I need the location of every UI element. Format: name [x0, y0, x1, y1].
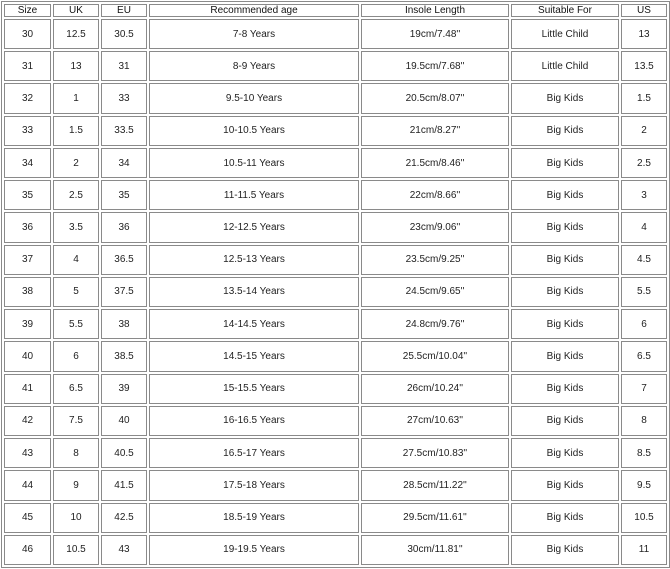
cell-eu: 42.5: [101, 503, 147, 533]
cell-us: 5.5: [621, 277, 667, 307]
cell-eu: 31: [101, 51, 147, 81]
cell-size: 38: [4, 277, 51, 307]
cell-suitable-for: Big Kids: [511, 116, 619, 146]
table-row: [4, 309, 667, 339]
cell-size: 41: [4, 374, 51, 404]
table-row: [4, 212, 667, 242]
cell-recommended-age: 16-16.5 Years: [149, 406, 359, 436]
cell-us: 1.5: [621, 83, 667, 113]
cell-size: 32: [4, 83, 51, 113]
cell-size: 40: [4, 341, 51, 371]
cell-recommended-age: 9.5-10 Years: [149, 83, 359, 113]
header-uk: UK: [53, 4, 99, 17]
size-chart: [1, 1, 654, 568]
cell-size: 34: [4, 148, 51, 178]
cell-insole-length: 28.5cm/11.22'': [361, 470, 509, 500]
cell-eu: 36: [101, 212, 147, 242]
cell-suitable-for: Big Kids: [511, 212, 619, 242]
cell-us: 10.5: [621, 503, 667, 533]
cell-uk: 1: [53, 83, 99, 113]
header-recommended-age: Recommended age: [149, 4, 359, 17]
cell-recommended-age: 16.5-17 Years: [149, 438, 359, 468]
cell-uk: 12.5: [53, 19, 99, 49]
table-row: [4, 180, 667, 210]
cell-uk: 6.5: [53, 374, 99, 404]
cell-uk: 10: [53, 503, 99, 533]
cell-suitable-for: Big Kids: [511, 470, 619, 500]
header-us: US: [621, 4, 667, 17]
cell-recommended-age: 13.5-14 Years: [149, 277, 359, 307]
table-row: [4, 503, 667, 533]
cell-suitable-for: Big Kids: [511, 535, 619, 565]
cell-eu: 40.5: [101, 438, 147, 468]
cell-size: 35: [4, 180, 51, 210]
table-row: [4, 277, 667, 307]
cell-suitable-for: Big Kids: [511, 277, 619, 307]
table-row: [4, 148, 667, 178]
cell-us: 2.5: [621, 148, 667, 178]
cell-suitable-for: Big Kids: [511, 148, 619, 178]
cell-insole-length: 21.5cm/8.46'': [361, 148, 509, 178]
cell-eu: 41.5: [101, 470, 147, 500]
cell-size: 44: [4, 470, 51, 500]
cell-size: 45: [4, 503, 51, 533]
table-row: [4, 19, 667, 49]
cell-uk: 2: [53, 148, 99, 178]
table-row: [4, 51, 667, 81]
header-row: [4, 4, 667, 17]
table-row: [4, 341, 667, 371]
cell-uk: 8: [53, 438, 99, 468]
cell-recommended-age: 8-9 Years: [149, 51, 359, 81]
cell-suitable-for: Big Kids: [511, 406, 619, 436]
cell-suitable-for: Little Child: [511, 51, 619, 81]
cell-suitable-for: Little Child: [511, 19, 619, 49]
cell-suitable-for: Big Kids: [511, 83, 619, 113]
table-row: [4, 470, 667, 500]
cell-recommended-age: 10.5-11 Years: [149, 148, 359, 178]
cell-insole-length: 22cm/8.66'': [361, 180, 509, 210]
cell-uk: 6: [53, 341, 99, 371]
cell-insole-length: 20.5cm/8.07'': [361, 83, 509, 113]
cell-uk: 1.5: [53, 116, 99, 146]
cell-suitable-for: Big Kids: [511, 374, 619, 404]
cell-insole-length: 21cm/8.27'': [361, 116, 509, 146]
cell-recommended-age: 14-14.5 Years: [149, 309, 359, 339]
cell-insole-length: 24.8cm/9.76'': [361, 309, 509, 339]
cell-us: 3: [621, 180, 667, 210]
cell-suitable-for: Big Kids: [511, 180, 619, 210]
cell-uk: 10.5: [53, 535, 99, 565]
table-row: [4, 116, 667, 146]
cell-recommended-age: 11-11.5 Years: [149, 180, 359, 210]
header-size: Size: [4, 4, 51, 17]
cell-eu: 33: [101, 83, 147, 113]
cell-suitable-for: Big Kids: [511, 438, 619, 468]
cell-insole-length: 30cm/11.81'': [361, 535, 509, 565]
cell-recommended-age: 7-8 Years: [149, 19, 359, 49]
table-row: [4, 245, 667, 275]
cell-us: 4: [621, 212, 667, 242]
cell-us: 13.5: [621, 51, 667, 81]
cell-uk: 3.5: [53, 212, 99, 242]
cell-uk: 2.5: [53, 180, 99, 210]
cell-us: 6: [621, 309, 667, 339]
cell-suitable-for: Big Kids: [511, 309, 619, 339]
cell-suitable-for: Big Kids: [511, 341, 619, 371]
cell-insole-length: 27cm/10.63'': [361, 406, 509, 436]
cell-suitable-for: Big Kids: [511, 503, 619, 533]
cell-uk: 4: [53, 245, 99, 275]
cell-recommended-age: 10-10.5 Years: [149, 116, 359, 146]
table-row: [4, 406, 667, 436]
table-row: [4, 374, 667, 404]
header-insole-length: Insole Length: [361, 4, 509, 17]
cell-uk: 5: [53, 277, 99, 307]
table-row: [4, 535, 667, 565]
cell-insole-length: 24.5cm/9.65'': [361, 277, 509, 307]
cell-us: 7: [621, 374, 667, 404]
cell-recommended-age: 17.5-18 Years: [149, 470, 359, 500]
cell-recommended-age: 12-12.5 Years: [149, 212, 359, 242]
cell-size: 31: [4, 51, 51, 81]
cell-size: 39: [4, 309, 51, 339]
cell-eu: 38.5: [101, 341, 147, 371]
cell-us: 9.5: [621, 470, 667, 500]
cell-size: 36: [4, 212, 51, 242]
cell-recommended-age: 18.5-19 Years: [149, 503, 359, 533]
cell-us: 13: [621, 19, 667, 49]
cell-eu: 38: [101, 309, 147, 339]
cell-size: 43: [4, 438, 51, 468]
cell-eu: 37.5: [101, 277, 147, 307]
header-suitable-for: Suitable For: [511, 4, 619, 17]
cell-eu: 33.5: [101, 116, 147, 146]
cell-eu: 35: [101, 180, 147, 210]
cell-insole-length: 19cm/7.48'': [361, 19, 509, 49]
cell-uk: 9: [53, 470, 99, 500]
cell-uk: 7.5: [53, 406, 99, 436]
cell-uk: 13: [53, 51, 99, 81]
cell-insole-length: 25.5cm/10.04'': [361, 341, 509, 371]
cell-us: 8: [621, 406, 667, 436]
cell-eu: 43: [101, 535, 147, 565]
cell-us: 4.5: [621, 245, 667, 275]
cell-us: 2: [621, 116, 667, 146]
cell-size: 46: [4, 535, 51, 565]
cell-recommended-age: 14.5-15 Years: [149, 341, 359, 371]
cell-size: 37: [4, 245, 51, 275]
cell-insole-length: 19.5cm/7.68'': [361, 51, 509, 81]
cell-suitable-for: Big Kids: [511, 245, 619, 275]
cell-uk: 5.5: [53, 309, 99, 339]
cell-insole-length: 29.5cm/11.61'': [361, 503, 509, 533]
cell-size: 33: [4, 116, 51, 146]
cell-insole-length: 27.5cm/10.83'': [361, 438, 509, 468]
cell-insole-length: 26cm/10.24'': [361, 374, 509, 404]
cell-recommended-age: 12.5-13 Years: [149, 245, 359, 275]
cell-us: 6.5: [621, 341, 667, 371]
cell-recommended-age: 15-15.5 Years: [149, 374, 359, 404]
cell-us: 8.5: [621, 438, 667, 468]
cell-insole-length: 23.5cm/9.25'': [361, 245, 509, 275]
table-body: [4, 19, 667, 565]
size-chart-table: [1, 1, 670, 568]
header-eu: EU: [101, 4, 147, 17]
cell-eu: 36.5: [101, 245, 147, 275]
cell-eu: 39: [101, 374, 147, 404]
table-row: [4, 438, 667, 468]
cell-recommended-age: 19-19.5 Years: [149, 535, 359, 565]
cell-eu: 30.5: [101, 19, 147, 49]
cell-insole-length: 23cm/9.06'': [361, 212, 509, 242]
table-row: [4, 83, 667, 113]
cell-eu: 34: [101, 148, 147, 178]
cell-eu: 40: [101, 406, 147, 436]
cell-size: 42: [4, 406, 51, 436]
cell-us: 11: [621, 535, 667, 565]
cell-size: 30: [4, 19, 51, 49]
